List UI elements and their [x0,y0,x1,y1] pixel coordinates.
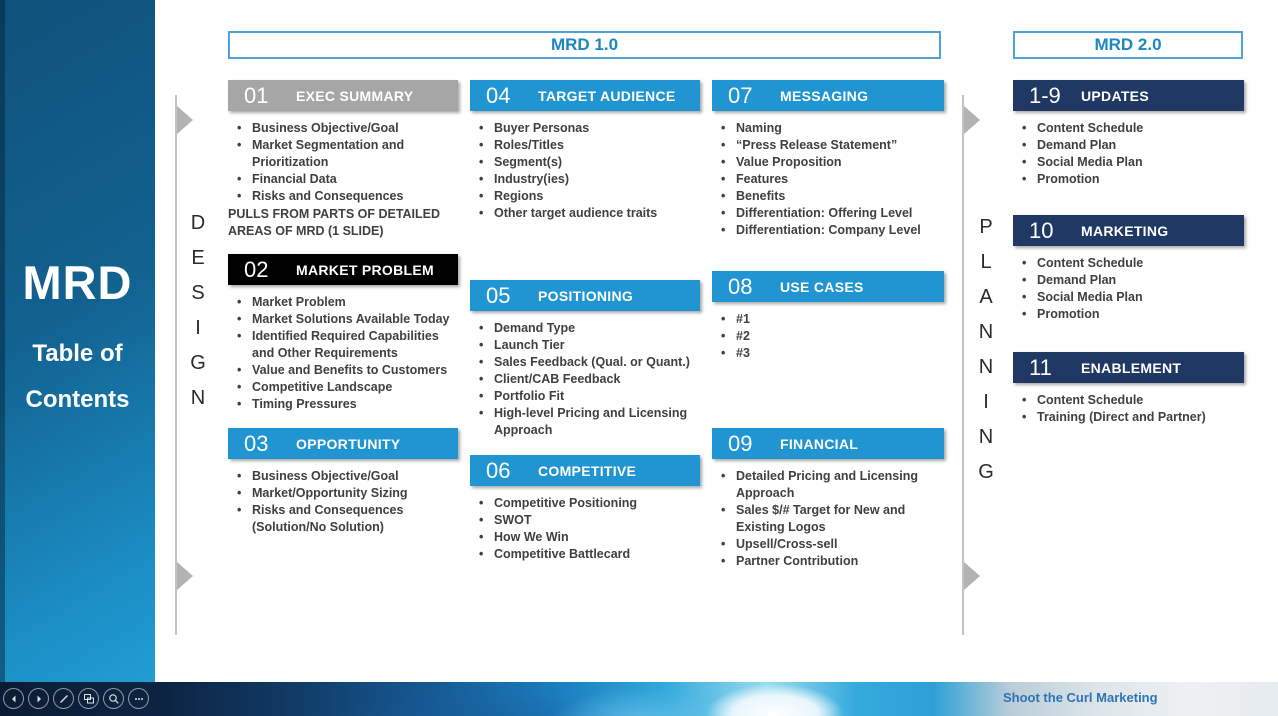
bullet-list [228,120,458,205]
section-number: 08 [728,273,753,299]
bullet-list [712,311,944,362]
section-header [1013,215,1244,246]
bullet-item: • Benefits [712,188,944,205]
bullet-item: • Upsell/Cross-sell [712,536,944,553]
section-title: USE CASES [780,278,864,295]
section-number: 01 [244,82,269,108]
section-header [712,80,944,111]
section-header [712,428,944,459]
bullet-item: • Value Proposition [712,154,944,171]
bullet-item: • Industry(ies) [470,171,700,188]
presenter-controls [3,688,149,709]
section-number: 07 [728,82,753,108]
arrow-right-icon [177,106,193,134]
section-number: 05 [486,282,511,308]
bullet-item: • Promotion [1013,306,1244,323]
bullet-item: • Competitive Landscape [228,379,458,396]
section-title: UPDATES [1081,87,1149,104]
bullet-item: • Regions [470,188,700,205]
bullet-list [1013,120,1244,188]
bullet-item: • Naming [712,120,944,137]
section-06-competitive [470,455,700,563]
bullet-item: • Segment(s) [470,154,700,171]
bullet-item: • Market Segmentation and Prioritization [228,137,458,171]
bullet-item: • Financial Data [228,171,458,188]
section-05-positioning [470,280,700,439]
bullet-item: • Market Solutions Available Today [228,311,458,328]
bullet-item: • Business Objective/Goal [228,468,458,485]
slide-subtitle-line2: Contents [25,386,130,413]
bullet-item: • Roles/Titles [470,137,700,154]
next-slide-icon [33,693,45,705]
wave-footer-image [0,682,1278,716]
section-title: ENABLEMENT [1081,359,1182,376]
bullet-list [228,294,458,413]
section-07-messaging [712,80,944,239]
bullet-item: • Demand Plan [1013,272,1244,289]
section-1-9-updates [1013,80,1244,188]
section-header [228,254,458,285]
more-options-icon [133,693,145,705]
bullet-item: • Risks and Consequences (Solution/No Solution) [228,502,458,536]
section-01-exec-summary [228,80,458,240]
bullet-item: • Market Problem [228,294,458,311]
bullet-item: • Launch Tier [470,337,700,354]
bullet-item: • Differentiation: Offering Level [712,205,944,222]
bullet-item: • Sales $/# Target for New and Existing Logos [712,502,944,536]
section-title: TARGET AUDIENCE [538,87,676,104]
section-10-marketing [1013,215,1244,323]
bullet-item: • Content Schedule [1013,120,1244,137]
bullet-item: • Competitive Positioning [470,495,700,512]
section-number: 09 [728,430,753,456]
section-title: OPPORTUNITY [296,435,401,452]
section-title: EXEC SUMMARY [296,87,414,104]
see-all-slides-button[interactable] [78,688,99,709]
previous-slide-icon [8,693,20,705]
bullet-item: • Differentiation: Company Level [712,222,944,239]
bullet-item: • How We Win [470,529,700,546]
bullet-item: • Buyer Personas [470,120,700,137]
section-header [470,280,700,311]
section-header [470,455,700,486]
bullet-item: • Value and Benefits to Customers [228,362,458,379]
bullet-item: • Business Objective/Goal [228,120,458,137]
bullet-list [712,120,944,239]
zoom-button[interactable] [103,688,124,709]
section-header [1013,80,1244,111]
previous-slide-button[interactable] [3,688,24,709]
section-11-enablement [1013,352,1244,426]
bullet-item: • Content Schedule [1013,255,1244,272]
section-08-use-cases [712,271,944,362]
bullet-item: • Client/CAB Feedback [470,371,700,388]
section-number: 03 [244,430,269,456]
bullet-item: • Features [712,171,944,188]
bullet-item: • High-level Pricing and Licensing Approach [470,405,700,439]
bullet-item: • Timing Pressures [228,396,458,413]
bullet-list [470,320,700,439]
mrd1-group-header: MRD 1.0 [228,31,941,59]
section-title: MARKET PROBLEM [296,261,434,278]
bullet-item: • Competitive Battlecard [470,546,700,563]
bullet-item: • #3 [712,345,944,362]
section-header [712,271,944,302]
section-number: 1-9 [1029,82,1061,108]
planning-rail-line [962,95,964,635]
section-number: 04 [486,82,511,108]
bullet-item: • Portfolio Fit [470,388,700,405]
section-02-market-problem [228,254,458,413]
bullet-item: • Identified Required Capabilities and Other Requirements [228,328,458,362]
bullet-list [712,468,944,570]
bullet-item: • Risks and Consequences [228,188,458,205]
bullet-item: • Content Schedule [1013,392,1244,409]
bullet-list [470,495,700,563]
bullet-item: • “Press Release Statement” [712,137,944,154]
bullet-list [1013,392,1244,426]
section-title: POSITIONING [538,287,634,304]
bullet-item: • #2 [712,328,944,345]
bullet-item: • Demand Plan [1013,137,1244,154]
bullet-item: • Training (Direct and Partner) [1013,409,1244,426]
bullet-item: • Social Media Plan [1013,289,1244,306]
see-all-slides-icon [83,693,95,705]
section-03-opportunity [228,428,458,536]
bullet-item: • Sales Feedback (Qual. or Quant.) [470,354,700,371]
bullet-list [228,468,458,536]
vertical-label-design: D E S I G N [190,212,206,409]
arrow-right-icon [964,562,980,590]
section-title: COMPETITIVE [538,462,637,479]
section-header [1013,352,1244,383]
section-09-financial [712,428,944,570]
bullet-item: • SWOT [470,512,700,529]
sidebar [0,0,155,682]
bullet-list [1013,255,1244,323]
section-number: 02 [244,256,269,282]
section-header [228,428,458,459]
vertical-label-planning: P L A N N I N G [978,216,994,483]
mrd2-group-header: MRD 2.0 [1013,31,1243,59]
section-number: 11 [1029,354,1052,380]
pen-icon [58,693,70,705]
section-number: 06 [486,457,511,483]
arrow-right-icon [177,562,193,590]
more-options-button[interactable] [128,688,149,709]
slide-title: MRD [22,256,133,309]
next-slide-button[interactable] [28,688,49,709]
zoom-icon [108,693,120,705]
bullet-item: • Demand Type [470,320,700,337]
design-rail-line [175,95,177,635]
bullet-item: • Partner Contribution [712,553,944,570]
bullet-item: • Detailed Pricing and Licensing Approach [712,468,944,502]
section-title: MESSAGING [780,87,869,104]
bullet-item: • Promotion [1013,171,1244,188]
section-header [228,80,458,111]
brand-text: Shoot the Curl Marketing [1003,690,1158,705]
bullet-item: • #1 [712,311,944,328]
section-footnote: PULLS FROM PARTS OF DETAILED AREAS OF MRD (1 SLIDE) [228,207,441,238]
section-04-target-audience [470,80,700,222]
bullet-item: • Social Media Plan [1013,154,1244,171]
arrow-right-icon [964,106,980,134]
bullet-item: • Other target audience traits [470,205,700,222]
pen-button[interactable] [53,688,74,709]
bullet-item: • Market/Opportunity Sizing [228,485,458,502]
slide-subtitle-line1: Table of [32,340,123,367]
section-number: 10 [1029,217,1054,243]
section-title: MARKETING [1081,222,1169,239]
bullet-list [470,120,700,222]
section-title: FINANCIAL [780,435,859,452]
section-header [470,80,700,111]
